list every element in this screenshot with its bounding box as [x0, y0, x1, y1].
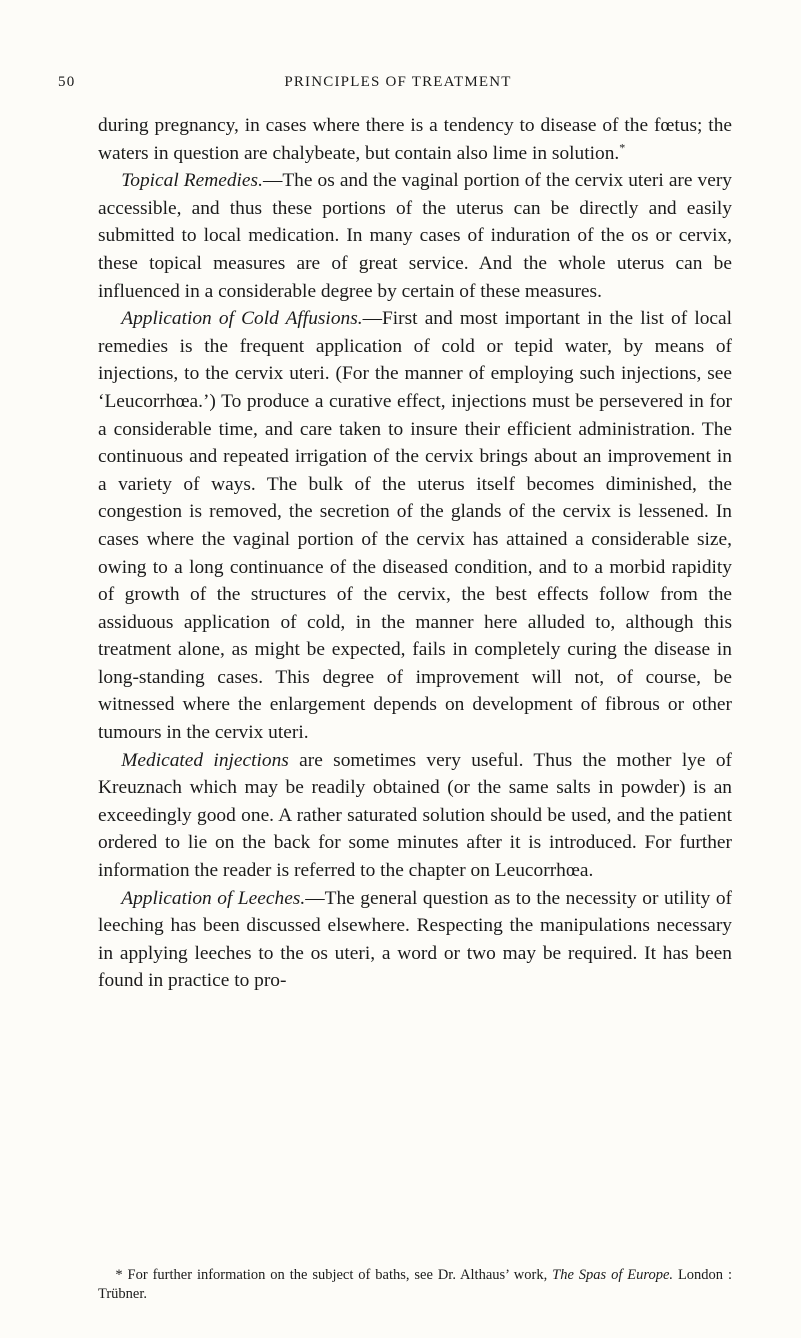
- paragraph-text: during pregnancy, in cases where there is a tendency to disease of the fœtus; the waters in question are chalybeate, but contain also lime in solution.: [98, 115, 732, 164]
- paragraph-text: —The general question as to the necessity or utility of leeching has been discussed elsewhere. Respecting the manipulations necessary in applying leeches to the os uteri, a word or two may be required. It has been found in practice to pro-: [98, 887, 732, 992]
- section-heading-medicated-injections: Medicated injections: [121, 749, 289, 771]
- footnote-marker: *: [115, 1267, 123, 1283]
- paragraph-text: —The os and the vaginal portion of the cervix uteri are very accessible, and thus these portions of the uterus can be directly and easily submitted to local medication. In many cases of induration of the os or cervix, these topical measures are of great service. And the whole uterus can be influenced in a considerable degree by certain of these measures.: [98, 170, 732, 302]
- section-heading-leeches: Application of Leeches.: [121, 887, 306, 909]
- footnote-publisher: London : Trübner.: [98, 1267, 732, 1302]
- footnote-body: For further information on the subject of baths, see Dr. Althaus’ work,: [122, 1267, 553, 1283]
- paragraph-3: [98, 305, 732, 747]
- page-header: [58, 74, 738, 98]
- footnote-book-title: The Spas of Europe.: [552, 1267, 674, 1283]
- paragraph-2: [98, 167, 732, 305]
- footnote: [98, 1266, 732, 1304]
- section-heading-cold-affusions: Application of Cold Affusions.: [121, 308, 363, 330]
- footnote-reference: *: [619, 140, 626, 155]
- footnote-text: [98, 1266, 732, 1304]
- body-text: [98, 112, 732, 995]
- paragraph-text: are sometimes very useful. Thus the mother lye of Kreuznach which may be readily obtained (or the same salts in powder) is an exceedingly good one. A rather saturated solution should be used, and the patient ordered to lie on the back for some minutes after it is introduced. For further information the reader is referred to the chapter on Leucorrhœa.: [98, 749, 732, 882]
- page-number: 50: [58, 74, 76, 90]
- paragraph-1: [98, 112, 732, 167]
- running-title: PRINCIPLES OF TREATMENT: [284, 74, 512, 90]
- paragraph-text: —First and most important in the list of local remedies is the frequent application of cold or tepid water, by means of injections, to the cervix uteri. (For the manner of employing such injections, see ‘Leucorrhœa.’) To produce a curative effect, injections must be persevered in for a considerable time, and care taken to insure their efficient administration. The continuous and repeated irrigation of the cervix brings about an improvement in a variety of ways. The bulk of the uterus itself becomes diminished, the congestion is removed, the secretion of the glands of the cervix is lessened. In cases where the vaginal portion of the cervix has attained a considerable size, owing to a long continuance of the diseased condition, and to a morbid rapidity of growth of the structures of the cervix, the best effects follow from the assiduous application of cold, in the manner here alluded to, although this treatment alone, as might be expected, fails in completely curing the disease in long-standing cases. This degree of improvement will not, of course, be witnessed where the enlargement depends on development of fibrous or other tumours in the cervix uteri.: [98, 308, 733, 744]
- paragraph-5: [98, 885, 732, 995]
- section-heading-topical-remedies: Topical Remedies.: [121, 170, 263, 192]
- paragraph-4: [98, 747, 732, 885]
